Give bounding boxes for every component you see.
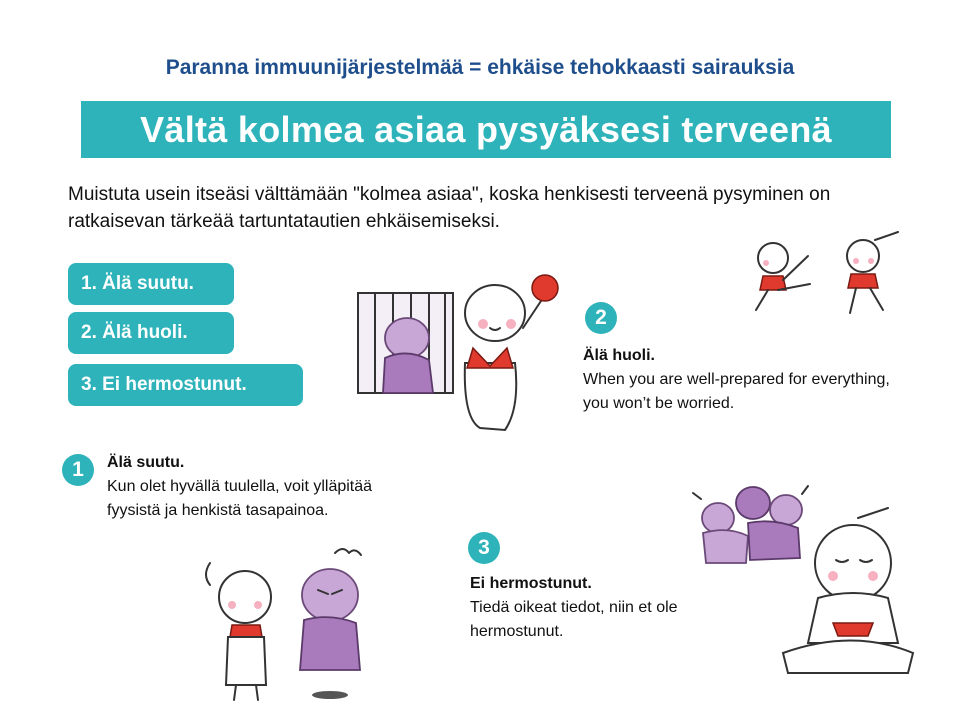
tip-text: Kun olet hyvällä tuulella, voit ylläpitää fyysistä ja henkistä tasapainoa. (107, 478, 373, 519)
tip-number-badge (585, 302, 617, 334)
tip-dont-worry (583, 344, 913, 416)
tip-number: 1 (72, 458, 84, 481)
tip-number-badge (62, 454, 94, 486)
tip-heading: Älä huoli. (583, 347, 655, 364)
list-item-label: 2. Älä huoli. (81, 322, 188, 343)
boxing-glove-icon (532, 275, 558, 301)
tip-text: When you are well-prepared for everything, you won’t be worried. (583, 371, 890, 412)
tip-text: Tiedä oikeat tiedot, niin et ole hermostunut. (470, 599, 678, 640)
illustration-bars-character (355, 268, 570, 438)
anger-steam-icon (335, 549, 361, 555)
page-title: Vältä kolmea asiaa pysyäksesi terveenä (140, 108, 832, 150)
list-item-label: 1. Älä suutu. (81, 273, 194, 294)
list-item-dont-worry (68, 312, 234, 354)
angry-figure (300, 549, 361, 699)
list-item-dont-be-angry (68, 263, 234, 305)
boy-character (465, 285, 543, 430)
list-item-not-nervous (68, 364, 303, 406)
tip-number: 2 (595, 306, 607, 329)
page-title-banner (81, 101, 891, 158)
tip-number-badge (468, 532, 500, 564)
tip-dont-be-angry (107, 451, 397, 523)
illustration-calm-vs-angry (200, 545, 380, 705)
tip-number: 3 (478, 536, 490, 559)
worried-group (693, 486, 808, 563)
meditating-character (783, 508, 913, 673)
stretching-character (847, 232, 898, 313)
illustration-meditating-character (688, 478, 923, 678)
tip-heading: Ei hermostunut. (470, 575, 592, 592)
illustration-exercising-characters (738, 228, 913, 318)
list-item-label: 3. Ei hermostunut. (81, 374, 247, 395)
calm-girl (206, 563, 271, 700)
kicking-character (756, 243, 810, 310)
page-subtitle: Paranna immuunijärjestelmää = ehkäise tehokkaasti sairauksia (165, 56, 795, 79)
intro-text: Muistuta usein itseäsi välttämään "kolmea asiaa", koska henkisesti terveenä pysyminen on ratkaisevan tärkeää tartuntatautien ehkäisemiseksi. (68, 184, 831, 232)
tip-heading: Älä suutu. (107, 454, 185, 471)
